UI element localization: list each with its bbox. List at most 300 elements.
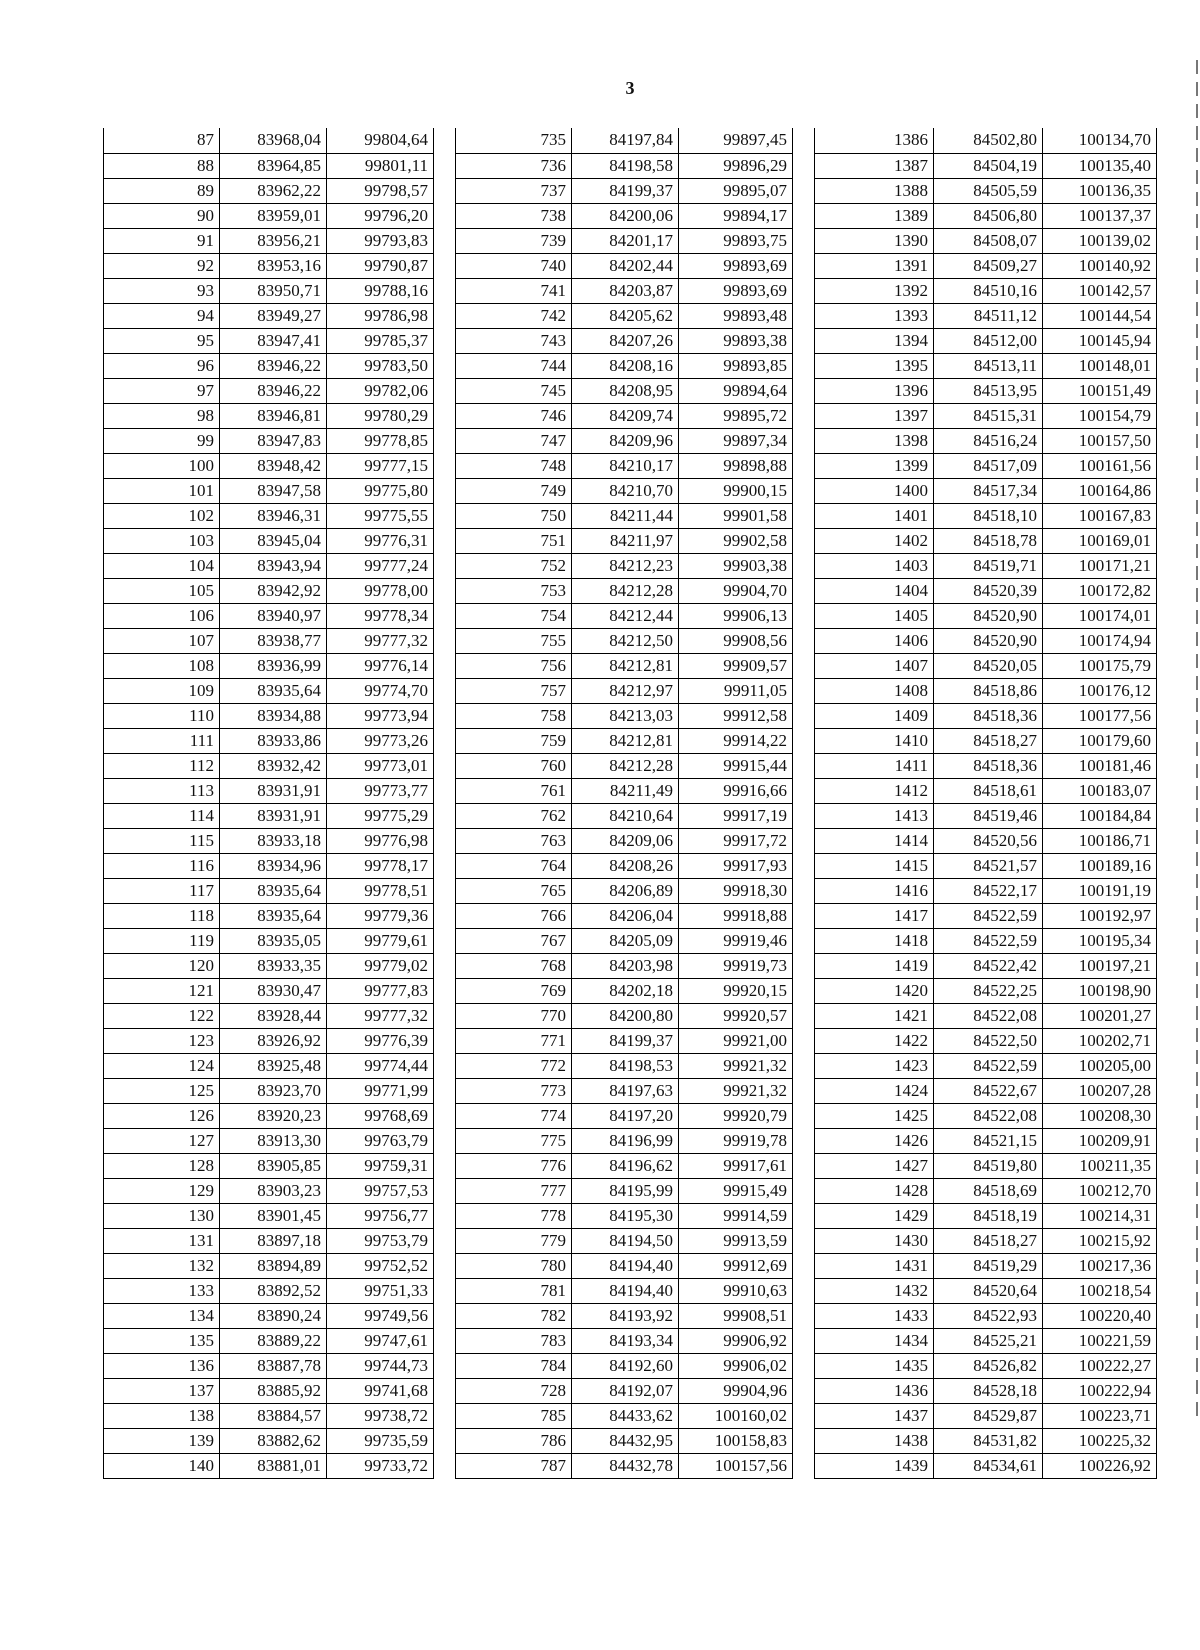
table-row — [815, 1303, 1157, 1328]
y-coordinate-cell: 100134,70 — [1043, 128, 1157, 153]
x-coordinate-cell: 83933,18 — [220, 828, 327, 853]
table-row — [104, 253, 434, 278]
y-coordinate-cell: 99776,31 — [327, 528, 434, 553]
table-row — [815, 978, 1157, 1003]
point-number-cell: 1387 — [815, 153, 934, 178]
x-coordinate-cell: 83949,27 — [220, 303, 327, 328]
point-number-cell: 760 — [456, 753, 572, 778]
table-row — [456, 928, 793, 953]
y-coordinate-cell: 100157,56 — [679, 1453, 793, 1478]
y-coordinate-cell: 99763,79 — [327, 1128, 434, 1153]
y-coordinate-cell: 100192,97 — [1043, 903, 1157, 928]
y-coordinate-cell: 99904,96 — [679, 1378, 793, 1403]
y-coordinate-cell: 99780,29 — [327, 403, 434, 428]
x-coordinate-cell: 83946,22 — [220, 378, 327, 403]
table-row — [456, 853, 793, 878]
point-number-cell: 1389 — [815, 203, 934, 228]
x-coordinate-cell: 84208,95 — [572, 378, 679, 403]
point-number-cell: 1425 — [815, 1103, 934, 1128]
point-number-cell: 1436 — [815, 1378, 934, 1403]
y-coordinate-cell: 99893,75 — [679, 228, 793, 253]
table-row — [815, 578, 1157, 603]
point-number-cell: 786 — [456, 1428, 572, 1453]
table-row — [104, 303, 434, 328]
point-number-cell: 100 — [104, 453, 220, 478]
table-row — [815, 1403, 1157, 1428]
point-number-cell: 769 — [456, 978, 572, 1003]
table-row — [456, 653, 793, 678]
table-row — [456, 1203, 793, 1228]
x-coordinate-cell: 84197,84 — [572, 128, 679, 153]
y-coordinate-cell: 100172,82 — [1043, 578, 1157, 603]
point-number-cell: 113 — [104, 778, 220, 803]
table-row — [456, 503, 793, 528]
y-coordinate-cell: 99738,72 — [327, 1403, 434, 1428]
y-coordinate-cell: 100184,84 — [1043, 803, 1157, 828]
point-number-cell: 103 — [104, 528, 220, 553]
x-coordinate-cell: 84519,80 — [934, 1153, 1043, 1178]
y-coordinate-cell: 99921,32 — [679, 1053, 793, 1078]
point-number-cell: 117 — [104, 878, 220, 903]
y-coordinate-cell: 100226,92 — [1043, 1453, 1157, 1478]
point-number-cell: 736 — [456, 153, 572, 178]
x-coordinate-cell: 84206,89 — [572, 878, 679, 903]
point-number-cell: 133 — [104, 1278, 220, 1303]
table-row — [456, 803, 793, 828]
x-coordinate-cell: 84522,67 — [934, 1078, 1043, 1103]
table-row — [456, 478, 793, 503]
y-coordinate-cell: 99901,58 — [679, 503, 793, 528]
point-number-cell: 1411 — [815, 753, 934, 778]
x-coordinate-cell: 83935,64 — [220, 878, 327, 903]
x-coordinate-cell: 83956,21 — [220, 228, 327, 253]
point-number-cell: 138 — [104, 1403, 220, 1428]
table-row — [815, 603, 1157, 628]
point-number-cell: 779 — [456, 1228, 572, 1253]
coordinates-table-2 — [455, 128, 793, 1479]
table-row — [456, 1128, 793, 1153]
point-number-cell: 125 — [104, 1078, 220, 1103]
x-coordinate-cell: 83946,81 — [220, 403, 327, 428]
point-number-cell: 1437 — [815, 1403, 934, 1428]
point-number-cell: 93 — [104, 278, 220, 303]
point-number-cell: 95 — [104, 328, 220, 353]
y-coordinate-cell: 99788,16 — [327, 278, 434, 303]
table-row — [815, 303, 1157, 328]
point-number-cell: 771 — [456, 1028, 572, 1053]
x-coordinate-cell: 83968,04 — [220, 128, 327, 153]
x-coordinate-cell: 84505,59 — [934, 178, 1043, 203]
point-number-cell: 758 — [456, 703, 572, 728]
table-row — [815, 528, 1157, 553]
point-number-cell: 1399 — [815, 453, 934, 478]
table-row — [104, 1178, 434, 1203]
y-coordinate-cell: 99917,72 — [679, 828, 793, 853]
y-coordinate-cell: 99898,88 — [679, 453, 793, 478]
x-coordinate-cell: 84522,93 — [934, 1303, 1043, 1328]
y-coordinate-cell: 100151,49 — [1043, 378, 1157, 403]
table-row — [815, 178, 1157, 203]
y-coordinate-cell: 100161,56 — [1043, 453, 1157, 478]
table-row — [456, 578, 793, 603]
x-coordinate-cell: 83964,85 — [220, 153, 327, 178]
point-number-cell: 773 — [456, 1078, 572, 1103]
point-number-cell: 739 — [456, 228, 572, 253]
x-coordinate-cell: 84522,50 — [934, 1028, 1043, 1053]
y-coordinate-cell: 100212,70 — [1043, 1178, 1157, 1203]
y-coordinate-cell: 99894,64 — [679, 378, 793, 403]
table-row — [104, 1403, 434, 1428]
point-number-cell: 132 — [104, 1253, 220, 1278]
x-coordinate-cell: 84193,92 — [572, 1303, 679, 1328]
table-row — [456, 153, 793, 178]
table-row — [104, 1153, 434, 1178]
point-number-cell: 766 — [456, 903, 572, 928]
y-coordinate-cell: 99790,87 — [327, 253, 434, 278]
point-number-cell: 757 — [456, 678, 572, 703]
x-coordinate-cell: 83946,22 — [220, 353, 327, 378]
y-coordinate-cell: 99775,55 — [327, 503, 434, 528]
point-number-cell: 109 — [104, 678, 220, 703]
scan-edge-mark — [1196, 60, 1198, 1420]
y-coordinate-cell: 99747,61 — [327, 1328, 434, 1353]
y-coordinate-cell: 99900,15 — [679, 478, 793, 503]
x-coordinate-cell: 83946,31 — [220, 503, 327, 528]
point-number-cell: 134 — [104, 1303, 220, 1328]
point-number-cell: 1430 — [815, 1228, 934, 1253]
point-number-cell: 768 — [456, 953, 572, 978]
table-row — [104, 778, 434, 803]
y-coordinate-cell: 99793,83 — [327, 228, 434, 253]
y-coordinate-cell: 100220,40 — [1043, 1303, 1157, 1328]
y-coordinate-cell: 99915,49 — [679, 1178, 793, 1203]
table-row — [456, 1053, 793, 1078]
y-coordinate-cell: 99782,06 — [327, 378, 434, 403]
point-number-cell: 89 — [104, 178, 220, 203]
table-row — [104, 128, 434, 153]
table-row — [815, 703, 1157, 728]
point-number-cell: 745 — [456, 378, 572, 403]
x-coordinate-cell: 83881,01 — [220, 1453, 327, 1478]
table-row — [104, 378, 434, 403]
y-coordinate-cell: 100169,01 — [1043, 528, 1157, 553]
point-number-cell: 1419 — [815, 953, 934, 978]
y-coordinate-cell: 100215,92 — [1043, 1228, 1157, 1253]
x-coordinate-cell: 84432,95 — [572, 1428, 679, 1453]
x-coordinate-cell: 84522,08 — [934, 1003, 1043, 1028]
table-row — [104, 978, 434, 1003]
y-coordinate-cell: 99911,05 — [679, 678, 793, 703]
x-coordinate-cell: 84209,06 — [572, 828, 679, 853]
y-coordinate-cell: 100176,12 — [1043, 678, 1157, 703]
table-row — [815, 1078, 1157, 1103]
table-row — [815, 853, 1157, 878]
table-row — [815, 478, 1157, 503]
point-number-cell: 87 — [104, 128, 220, 153]
point-number-cell: 122 — [104, 1003, 220, 1028]
y-coordinate-cell: 99919,78 — [679, 1128, 793, 1153]
y-coordinate-cell: 99741,68 — [327, 1378, 434, 1403]
y-coordinate-cell: 100154,79 — [1043, 403, 1157, 428]
y-coordinate-cell: 99920,15 — [679, 978, 793, 1003]
y-coordinate-cell: 100158,83 — [679, 1428, 793, 1453]
point-number-cell: 94 — [104, 303, 220, 328]
y-coordinate-cell: 99920,57 — [679, 1003, 793, 1028]
table-row — [815, 1153, 1157, 1178]
y-coordinate-cell: 100205,00 — [1043, 1053, 1157, 1078]
table-row — [104, 453, 434, 478]
table-row — [815, 803, 1157, 828]
point-number-cell: 116 — [104, 853, 220, 878]
point-number-cell: 1435 — [815, 1353, 934, 1378]
table-row — [456, 778, 793, 803]
coordinates-table-1 — [103, 128, 434, 1479]
point-number-cell: 97 — [104, 378, 220, 403]
y-coordinate-cell: 99773,01 — [327, 753, 434, 778]
point-number-cell: 137 — [104, 1378, 220, 1403]
y-coordinate-cell: 99751,33 — [327, 1278, 434, 1303]
point-number-cell: 761 — [456, 778, 572, 803]
table-row — [456, 1278, 793, 1303]
y-coordinate-cell: 99779,02 — [327, 953, 434, 978]
y-coordinate-cell: 99774,44 — [327, 1053, 434, 1078]
x-coordinate-cell: 84521,57 — [934, 853, 1043, 878]
point-number-cell: 1415 — [815, 853, 934, 878]
y-coordinate-cell: 100137,37 — [1043, 203, 1157, 228]
x-coordinate-cell: 84517,34 — [934, 478, 1043, 503]
x-coordinate-cell: 84519,46 — [934, 803, 1043, 828]
table-row — [815, 1328, 1157, 1353]
x-coordinate-cell: 84509,27 — [934, 253, 1043, 278]
x-coordinate-cell: 83905,85 — [220, 1153, 327, 1178]
x-coordinate-cell: 83932,42 — [220, 753, 327, 778]
table-row — [815, 903, 1157, 928]
y-coordinate-cell: 100191,19 — [1043, 878, 1157, 903]
x-coordinate-cell: 83931,91 — [220, 803, 327, 828]
y-coordinate-cell: 99896,29 — [679, 153, 793, 178]
point-number-cell: 1428 — [815, 1178, 934, 1203]
table-row — [456, 1328, 793, 1353]
point-number-cell: 746 — [456, 403, 572, 428]
x-coordinate-cell: 84522,59 — [934, 903, 1043, 928]
x-coordinate-cell: 84518,61 — [934, 778, 1043, 803]
x-coordinate-cell: 84513,95 — [934, 378, 1043, 403]
x-coordinate-cell: 84502,80 — [934, 128, 1043, 153]
table-row — [104, 853, 434, 878]
y-coordinate-cell: 99756,77 — [327, 1203, 434, 1228]
y-coordinate-cell: 99893,69 — [679, 278, 793, 303]
point-number-cell: 140 — [104, 1453, 220, 1478]
table-row — [104, 178, 434, 203]
y-coordinate-cell: 100142,57 — [1043, 278, 1157, 303]
x-coordinate-cell: 84207,26 — [572, 328, 679, 353]
y-coordinate-cell: 100164,86 — [1043, 478, 1157, 503]
point-number-cell: 124 — [104, 1053, 220, 1078]
x-coordinate-cell: 84518,78 — [934, 528, 1043, 553]
point-number-cell: 743 — [456, 328, 572, 353]
y-coordinate-cell: 100197,21 — [1043, 953, 1157, 978]
x-coordinate-cell: 84513,11 — [934, 353, 1043, 378]
x-coordinate-cell: 84521,15 — [934, 1128, 1043, 1153]
point-number-cell: 1406 — [815, 628, 934, 653]
point-number-cell: 1409 — [815, 703, 934, 728]
y-coordinate-cell: 99915,44 — [679, 753, 793, 778]
point-number-cell: 129 — [104, 1178, 220, 1203]
table-row — [456, 1403, 793, 1428]
x-coordinate-cell: 84506,80 — [934, 203, 1043, 228]
point-number-cell: 119 — [104, 928, 220, 953]
point-number-cell: 737 — [456, 178, 572, 203]
y-coordinate-cell: 100221,59 — [1043, 1328, 1157, 1353]
y-coordinate-cell: 99778,34 — [327, 603, 434, 628]
table-row — [815, 378, 1157, 403]
point-number-cell: 735 — [456, 128, 572, 153]
x-coordinate-cell: 84520,39 — [934, 578, 1043, 603]
y-coordinate-cell: 100217,36 — [1043, 1253, 1157, 1278]
y-coordinate-cell: 100183,07 — [1043, 778, 1157, 803]
x-coordinate-cell: 84511,12 — [934, 303, 1043, 328]
table-row — [815, 253, 1157, 278]
table-row — [815, 503, 1157, 528]
y-coordinate-cell: 100160,02 — [679, 1403, 793, 1428]
point-number-cell: 755 — [456, 628, 572, 653]
y-coordinate-cell: 99733,72 — [327, 1453, 434, 1478]
table-row — [456, 353, 793, 378]
x-coordinate-cell: 84192,60 — [572, 1353, 679, 1378]
table-row — [104, 1253, 434, 1278]
y-coordinate-cell: 100198,90 — [1043, 978, 1157, 1003]
point-number-cell: 121 — [104, 978, 220, 1003]
y-coordinate-cell: 99777,32 — [327, 1003, 434, 1028]
table-row — [104, 553, 434, 578]
table-row — [456, 703, 793, 728]
point-number-cell: 762 — [456, 803, 572, 828]
table-row — [815, 228, 1157, 253]
y-coordinate-cell: 100140,92 — [1043, 253, 1157, 278]
x-coordinate-cell: 84531,82 — [934, 1428, 1043, 1453]
x-coordinate-cell: 84522,59 — [934, 1053, 1043, 1078]
y-coordinate-cell: 100174,94 — [1043, 628, 1157, 653]
point-number-cell: 742 — [456, 303, 572, 328]
point-number-cell: 784 — [456, 1353, 572, 1378]
point-number-cell: 135 — [104, 1328, 220, 1353]
table-row — [815, 1203, 1157, 1228]
x-coordinate-cell: 83947,83 — [220, 428, 327, 453]
y-coordinate-cell: 100148,01 — [1043, 353, 1157, 378]
table-row — [456, 528, 793, 553]
table-row — [456, 978, 793, 1003]
y-coordinate-cell: 99906,02 — [679, 1353, 793, 1378]
x-coordinate-cell: 83947,58 — [220, 478, 327, 503]
x-coordinate-cell: 84210,64 — [572, 803, 679, 828]
y-coordinate-cell: 100189,16 — [1043, 853, 1157, 878]
point-number-cell: 1407 — [815, 653, 934, 678]
point-number-cell: 123 — [104, 1028, 220, 1053]
y-coordinate-cell: 99903,38 — [679, 553, 793, 578]
x-coordinate-cell: 84518,36 — [934, 753, 1043, 778]
y-coordinate-cell: 99777,32 — [327, 628, 434, 653]
x-coordinate-cell: 84212,28 — [572, 753, 679, 778]
y-coordinate-cell: 99920,79 — [679, 1103, 793, 1128]
point-number-cell: 118 — [104, 903, 220, 928]
point-number-cell: 111 — [104, 728, 220, 753]
y-coordinate-cell: 99904,70 — [679, 578, 793, 603]
table-row — [815, 778, 1157, 803]
y-coordinate-cell: 100177,56 — [1043, 703, 1157, 728]
y-coordinate-cell: 99785,37 — [327, 328, 434, 353]
y-coordinate-cell: 100201,27 — [1043, 1003, 1157, 1028]
point-number-cell: 764 — [456, 853, 572, 878]
y-coordinate-cell: 100139,02 — [1043, 228, 1157, 253]
point-number-cell: 1392 — [815, 278, 934, 303]
point-number-cell: 744 — [456, 353, 572, 378]
table-row — [456, 253, 793, 278]
y-coordinate-cell: 99918,30 — [679, 878, 793, 903]
table-row — [815, 353, 1157, 378]
point-number-cell: 1401 — [815, 503, 934, 528]
table-row — [815, 1378, 1157, 1403]
table-row — [815, 328, 1157, 353]
x-coordinate-cell: 84198,58 — [572, 153, 679, 178]
table-row — [104, 703, 434, 728]
y-coordinate-cell: 99893,48 — [679, 303, 793, 328]
table-row — [104, 1053, 434, 1078]
y-coordinate-cell: 100181,46 — [1043, 753, 1157, 778]
y-coordinate-cell: 99913,59 — [679, 1228, 793, 1253]
y-coordinate-cell: 99801,11 — [327, 153, 434, 178]
point-number-cell: 1429 — [815, 1203, 934, 1228]
point-number-cell: 783 — [456, 1328, 572, 1353]
point-number-cell: 1439 — [815, 1453, 934, 1478]
y-coordinate-cell: 100157,50 — [1043, 428, 1157, 453]
table-row — [104, 903, 434, 928]
table-row — [815, 1353, 1157, 1378]
y-coordinate-cell: 100135,40 — [1043, 153, 1157, 178]
y-coordinate-cell: 100211,35 — [1043, 1153, 1157, 1178]
x-coordinate-cell: 84515,31 — [934, 403, 1043, 428]
y-coordinate-cell: 99771,99 — [327, 1078, 434, 1103]
y-coordinate-cell: 100207,28 — [1043, 1078, 1157, 1103]
point-number-cell: 131 — [104, 1228, 220, 1253]
x-coordinate-cell: 84518,27 — [934, 1228, 1043, 1253]
y-coordinate-cell: 99752,52 — [327, 1253, 434, 1278]
table-row — [456, 678, 793, 703]
y-coordinate-cell: 100222,27 — [1043, 1353, 1157, 1378]
point-number-cell: 1397 — [815, 403, 934, 428]
y-coordinate-cell: 99902,58 — [679, 528, 793, 553]
point-number-cell: 785 — [456, 1403, 572, 1428]
y-coordinate-cell: 99775,29 — [327, 803, 434, 828]
y-coordinate-cell: 100208,30 — [1043, 1103, 1157, 1128]
point-number-cell: 1400 — [815, 478, 934, 503]
y-coordinate-cell: 100222,94 — [1043, 1378, 1157, 1403]
x-coordinate-cell: 84534,61 — [934, 1453, 1043, 1478]
y-coordinate-cell: 100195,34 — [1043, 928, 1157, 953]
y-coordinate-cell: 99895,72 — [679, 403, 793, 428]
table-row — [815, 453, 1157, 478]
y-coordinate-cell: 100214,31 — [1043, 1203, 1157, 1228]
table-row — [456, 228, 793, 253]
x-coordinate-cell: 83938,77 — [220, 628, 327, 653]
x-coordinate-cell: 83934,88 — [220, 703, 327, 728]
table-row — [456, 203, 793, 228]
x-coordinate-cell: 84528,18 — [934, 1378, 1043, 1403]
table-row — [104, 1303, 434, 1328]
x-coordinate-cell: 84212,28 — [572, 578, 679, 603]
table-row — [104, 203, 434, 228]
point-number-cell: 130 — [104, 1203, 220, 1228]
y-coordinate-cell: 99912,58 — [679, 703, 793, 728]
